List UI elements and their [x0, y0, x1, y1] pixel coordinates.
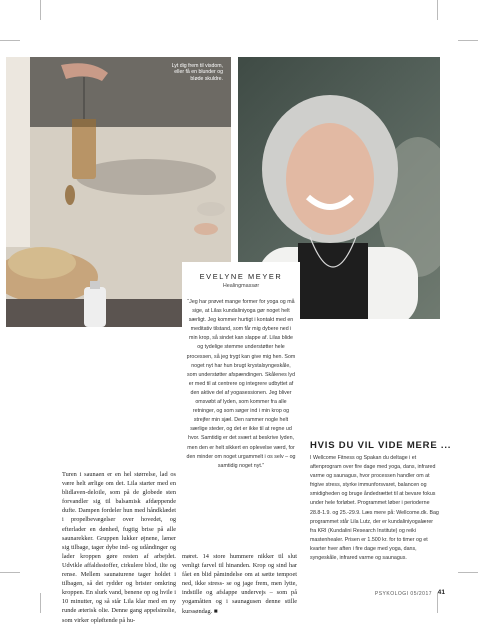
profile-role: Healingmassør: [222, 283, 260, 289]
page-number: 41: [437, 589, 445, 596]
trim-mark: [0, 572, 20, 573]
body-column-2: møret. 14 store hummere nikker til slut venligt farvel til hinanden. Krop og sind har fået en blid påmindelse om at sætte tempoet ned, ikke stress- se og jage frem, men lytte, indstille og afslappe undervejs – som på yogamåtten og i saunagusen denne stille kurssøndag. ■: [182, 553, 297, 615]
trim-mark: [458, 40, 478, 41]
info-heading: HVIS DU VIL VIDE MERE ...: [310, 440, 452, 451]
trim-mark: [437, 0, 438, 20]
trim-mark: [458, 572, 478, 573]
publication-footer: PSYKOLOGI 05/2017: [374, 591, 432, 597]
profile-quote: “Jeg har prøvet mange former for yoga og må sige, at Lilas kundaliniyoga gør noget helt særligt. Jeg kommer hurtigt i kontakt med en meditativ tilstand, som får mig dybere ned i min krop, så sindet kan slappe af. Lilas blide og tydelige stemme understøtter hele processen, så jeg trygt kan give mig hen. Som noget nyt har hun brugt krystalsyngeskåle, som understøtter afspændingen. Skålenes lyd er med til at centrere og integrere udbyttet af den aktive del af yogasessionen. Jeg bliver omsvøbt af lyden, som kommer fra alle retninger, og som søger ind i min krop og strejfer min sjæl. Den rammer nogle helt særlige steder, og det er ikke til at regne ud hvor. Samtidig er det svært at beskrive lyden, men den er helt sikkert en oplevelse værd, for den minder om noget urgammelt i os selv – og samtidig noget nyt.”: [186, 299, 296, 469]
trim-mark: [40, 593, 41, 613]
photo-caption: Lyt dig frem til visdom, eller få en blunder og bløde skuldre.: [171, 63, 223, 82]
profile-box: [182, 262, 300, 564]
info-text: I Wellcome Fitness og Spakan du deltage i et aftenprogram over fire dage med yoga, dans, infrared varme og saunagus, hvor processen handler om at frigive stress, styrke immunforsvaret, balancen og smidigheden og bruge åndedrættet til at bevare fokus under hele forløbet. Programmet løber i perioderne 28.8-1.9. og 25.-29.9. Læs mere på: Wellcome.dk. Bag programmet står Lila Lutz, der er kundaliniyogalærer fra KRI (Kundalini Research Institute) og reiki mastenhealer. Prisen er 1.500 kr. for to timer og et kvarter hver aften i fire dage med yoga, dans, syngeskåle, infrared varme og saunagus.: [310, 455, 439, 562]
trim-mark: [0, 40, 20, 41]
trim-mark: [40, 0, 41, 20]
profile-name: EVELYNE MEYER: [199, 272, 283, 281]
body-column-1: Turen i saunaen er en hel størrelse, lad os være helt ærlige om det. Lila starter med en blidlaven-deloile, som på de globede sten forvandler sig til balsamisk afdæppende dufte. Dampen fordeler hun med håndklædet i propelbevægelser over hovedet, og efterlader en dønhed, fugtig brise på alle saunarekker. Gruppen lukker øjnene, læner sig tilbage, tager dybe ind- og udåndinger og lader kroppen gøre resten af arbejdet. Udvikle affaldsstoffer, cirkulere blod, ilte og rense. Mellem saunaturene tager holdet i tilbagen, så det rydder og brister omkring kroppen. En slurk vand, benene op og hvile i 10 minutter, og så står Lila klar med en ny runde æterisk olie. Denne gang appelsinolie, som virker opløftende på hu-: [62, 471, 176, 624]
